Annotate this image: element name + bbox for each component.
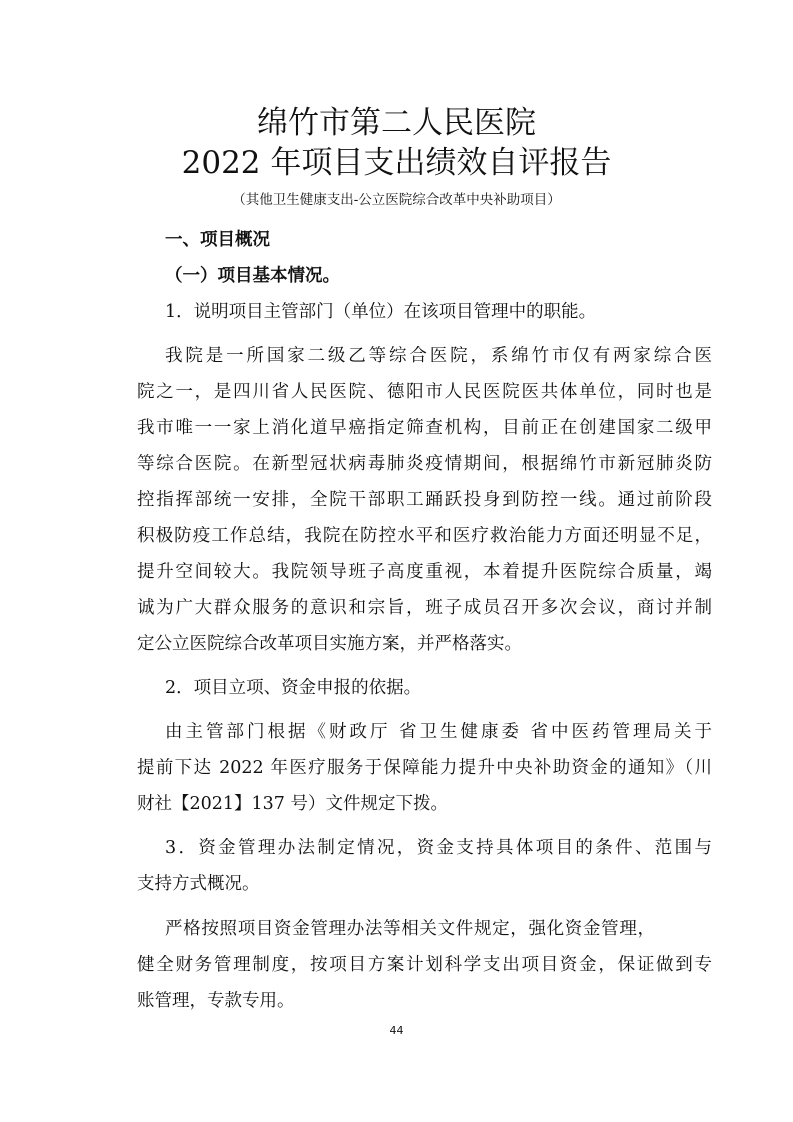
paragraph-line: 我院是一所国家二级乙等综合医院，系绵竹市仅有两家综合医 (165, 346, 712, 366)
paragraph-line: 健全财务管理制度，按项目方案计划科学支出项目资金，保证做到专 (137, 955, 712, 975)
paragraph-line: 财社【2021】137 号）文件规定下拨。 (137, 794, 448, 814)
paragraph-line: 院之一，是四川省人民医院、德阳市人民医院医共体单位，同时也是 (137, 382, 712, 402)
item-heading: 支持方式概况。 (137, 874, 260, 894)
document-title-line1: 绵竹市第二人民医院 (257, 105, 536, 141)
subsection-heading: （一）项目基本情况。 (165, 266, 340, 286)
document-subtitle: （其他卫生健康支出-公立医院综合改革中央补助项目） (232, 192, 561, 208)
paragraph-line: 提前下达 2022 年医疗服务于保障能力提升中央补助资金的通知》（川 (137, 758, 712, 778)
paragraph-line: 严格按照项目资金管理办法等相关文件规定，强化资金管理， (165, 919, 655, 939)
document-title-line2: 2022 年项目支出绩效自评报告 (181, 145, 612, 181)
section-heading: 一、项目概况 (165, 230, 270, 250)
paragraph-line: 账管理，专款专用。 (137, 991, 295, 1011)
paragraph-line: 控指挥部统一安排，全院干部职工踊跃投身到防控一线。通过前阶段 (137, 490, 712, 510)
paragraph-line: 积极防疫工作总结，我院在防控水平和医疗救治能力方面还明显不足， (137, 526, 712, 546)
paragraph-line: 等综合医院。在新型冠状病毒肺炎疫情期间，根据绵竹市新冠肺炎防 (137, 454, 712, 474)
paragraph-line: 诚为广大群众服务的意识和宗旨，班子成员召开多次会议，商讨并制 (137, 598, 712, 618)
paragraph-line: 提升空间较大。我院领导班子高度重视，本着提升医院综合质量，竭 (137, 562, 712, 582)
item-heading: 3．资金管理办法制定情况，资金支持具体项目的条件、范围与 (165, 838, 712, 858)
paragraph-line: 我市唯一一家上消化道早癌指定筛查机构，目前正在创建国家二级甲 (137, 418, 712, 438)
paragraph-line: 定公立医院综合改革项目实施方案，并严格落实。 (137, 634, 522, 654)
item-heading: 2．项目立项、资金申报的依据。 (165, 678, 422, 698)
paragraph-line: 由主管部门根据《财政厅 省卫生健康委 省中医药管理局关于 (165, 722, 712, 742)
page-number: 44 (389, 1024, 404, 1037)
item-heading: 1．说明项目主管部门（单位）在该项目管理中的职能。 (165, 302, 597, 322)
